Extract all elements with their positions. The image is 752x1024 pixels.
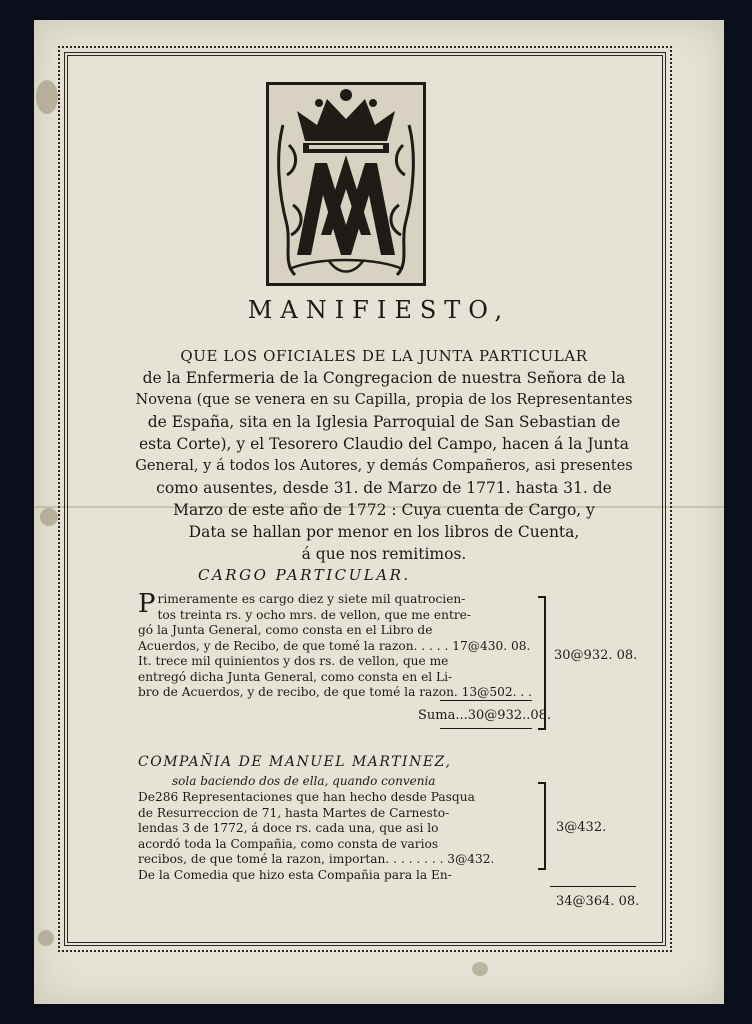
ledger-line: De286 Representaciones que han hecho desde Pasqua — [138, 790, 475, 804]
intro-line: Marzo de este año de 1772 : Cuya cuenta de Cargo, y — [173, 501, 595, 519]
cargo-brace-total: 30@932. 08. — [554, 648, 638, 663]
ledger-line: lendas 3 de 1772, á doce rs. cada una, que asi lo — [138, 821, 439, 835]
intro-line: QUE LOS OFICIALES DE LA JUNTA PARTICULAR — [180, 347, 588, 365]
compania-heading: COMPAÑIA DE MANUEL MARTINEZ, — [138, 754, 452, 770]
intro-paragraph — [134, 345, 634, 565]
ledger-line: entregó dicha Junta General, como consta en el Li- — [138, 669, 453, 684]
document-title: MANIFIESTO, — [247, 296, 511, 324]
paper-stain — [36, 80, 58, 114]
intro-line: Data se hallan por menor en los libros de Cuenta, — [188, 523, 580, 541]
paper-stain — [472, 962, 488, 976]
ledger-line: de Resurreccion de 71, hasta Martes de Carnesto- — [138, 805, 450, 820]
cargo-entries — [138, 589, 538, 701]
paper-stain — [40, 508, 58, 526]
compania-brace — [538, 782, 546, 870]
ledger-line: It. trece mil quinientos y dos rs. de vellon, que me — [138, 654, 449, 668]
intro-line: esta Corte), y el Tesorero Claudio del Campo, hacen á la Junta — [138, 435, 629, 453]
intro-line: Novena (que se venera en su Capilla, propia de los Representantes — [135, 391, 633, 408]
compania-brace-total: 3@432. — [556, 820, 607, 835]
ledger-line: tos treinta rs. y ocho mrs. de vellon, que me entre- — [157, 607, 471, 622]
paper-stain — [38, 930, 54, 946]
ledger-line: bro de Acuerdos, y de recibo, de que tomé la razon. 13@502. . . — [138, 685, 532, 699]
running-total-rule — [550, 886, 636, 887]
running-total: 34@364. 08. — [556, 894, 640, 909]
ledger-line: recibos, de que tomé la razon, importan. . . . . . . . 3@432. — [138, 852, 495, 866]
intro-line: como ausentes, desde 31. de Marzo de 1771. hasta 31. de — [156, 479, 612, 497]
crowned-monogram-emblem — [266, 82, 426, 286]
ledger-line: rimeramente es cargo diez y siete mil quatrocien- — [157, 592, 466, 606]
ledger-line: De la Comedia que hizo esta Compañia para la En- — [138, 867, 452, 882]
cargo-heading: CARGO PARTICULAR. — [198, 566, 411, 584]
intro-line: General, y á todos los Autores, y demás Compañeros, asi presentes — [135, 457, 633, 474]
cargo-suma: Suma...30@932..08. — [418, 708, 552, 723]
crown-monogram-icon — [269, 85, 423, 283]
compania-entries — [138, 790, 538, 883]
compania-subheading: sola baciendo dos de ella, quando convenia — [172, 774, 436, 788]
drop-cap: P — [138, 589, 156, 619]
intro-line: de la Enfermeria de la Congregacion de nuestra Señora de la — [142, 369, 626, 387]
intro-line: de España, sita en la Iglesia Parroquial de San Sebastian de — [147, 413, 621, 431]
suma-rule — [440, 700, 532, 701]
ledger-line: gó la Junta General, como consta en el Libro de — [138, 623, 433, 637]
intro-line: á que nos remitimos. — [301, 545, 467, 563]
ledger-line: Acuerdos, y de Recibo, de que tomé la razon. . . . . 17@430. 08. — [138, 638, 531, 653]
suma-underline — [440, 728, 532, 729]
ledger-line: acordó toda la Compañia, como consta de varios — [138, 836, 439, 851]
